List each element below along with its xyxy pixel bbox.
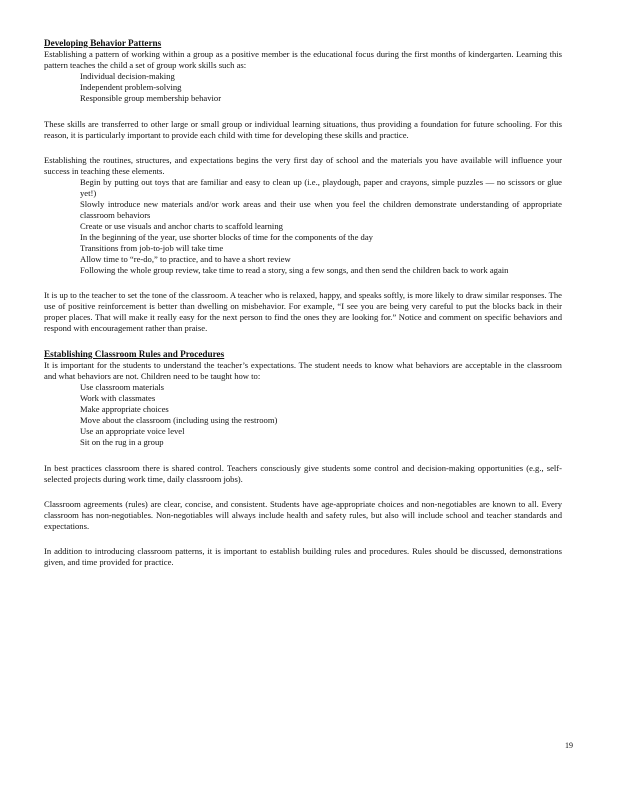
paragraph: These skills are transferred to other large or small group or individual learning situations, thus providing a foundation for future schooling. For this reason, it is particularly important to provide each child with time for developing these skills and practice. [44, 119, 562, 140]
bullet-list [44, 382, 562, 448]
bullet-list [44, 71, 562, 104]
list-item: In the beginning of the year, use shorter blocks of time for the components of the day [80, 232, 373, 242]
list-item: Responsible group membership behavior [80, 93, 222, 103]
list-item: Allow time to “re-do,” to practice, and to have a short review [80, 254, 291, 264]
bullet-list [44, 177, 562, 276]
list-item: Transitions from job-to-job will take time [80, 243, 224, 253]
page-number: 19 [565, 741, 573, 750]
section-tone [44, 290, 562, 334]
paragraph: In best practices classroom there is shared control. Teachers consciously give students some control and decision-making opportunities (e.g., self-selected projects during work time, daily classroom jobs). [44, 463, 562, 484]
list-item: Create or use visuals and anchor charts to scaffold learning [80, 221, 283, 231]
paragraph: Establishing the routines, structures, and expectations begins the very first day of school and the materials you have available will influence your success in teaching these elements. [44, 155, 562, 176]
document-page [44, 38, 562, 580]
list-item: Independent problem-solving [80, 82, 182, 92]
paragraph: In addition to introducing classroom patterns, it is important to establish building rules and procedures. Rules should be discussed, demonstrations given, and time provided for practice. [44, 546, 562, 567]
paragraph: It is important for the students to understand the teacher’s expectations. The student needs to know what behaviors are acceptable in the classroom and what behaviors are not. Children need to be taught how to: [44, 360, 562, 381]
list-item: Move about the classroom (including using the restroom) [80, 415, 278, 425]
list-item: Following the whole group review, take time to read a story, sing a few songs, and then send the children back to work again [80, 265, 509, 275]
section-rules-procedures [44, 349, 562, 448]
list-item: Make appropriate choices [80, 404, 169, 414]
list-item: Slowly introduce new materials and/or work areas and their use when you feel the children demonstrate understanding of appropriate classroom behaviors [80, 199, 562, 220]
paragraph: It is up to the teacher to set the tone of the classroom. A teacher who is relaxed, happy, and speaks softly, is more likely to draw similar responses. The use of positive reinforcement is better than dwelling on misbehavior. For example, “I see you are being very careful to put the blocks back in their proper places. That will make it really easy for the next person to find the ones they are looking for.” Notice and comment on specific behaviors and respond with encouragement rather than praise. [44, 290, 562, 333]
section-heading: Establishing Classroom Rules and Procedures [44, 349, 225, 359]
section-agreements [44, 499, 562, 532]
paragraph: Classroom agreements (rules) are clear, concise, and consistent. Students have age-appropriate choices and non-negotiables are known to all. Every classroom has non-negotiables. Non-negotiables will always include health and safety rules, but also will include school and teacher standards and expectations. [44, 499, 562, 531]
paragraph: Establishing a pattern of working within a group as a positive member is the educational focus during the first months of kindergarten. Learning this pattern teaches the child a set of group work skills such as: [44, 49, 562, 70]
list-item: Work with classmates [80, 393, 156, 403]
section-best-practices [44, 463, 562, 485]
section-building-rules [44, 546, 562, 568]
section-developing-behavior [44, 38, 562, 104]
list-item: Begin by putting out toys that are familiar and easy to clean up (i.e., playdough, paper and crayons, simple puzzles — no scissors or glue yet!) [80, 177, 562, 198]
section-routines [44, 155, 562, 276]
list-item: Use classroom materials [80, 382, 165, 392]
list-item: Sit on the rug in a group [80, 437, 164, 447]
section-heading: Developing Behavior Patterns [44, 38, 162, 48]
section-skills [44, 119, 562, 141]
list-item: Use an appropriate voice level [80, 426, 185, 436]
list-item: Individual decision-making [80, 71, 175, 81]
